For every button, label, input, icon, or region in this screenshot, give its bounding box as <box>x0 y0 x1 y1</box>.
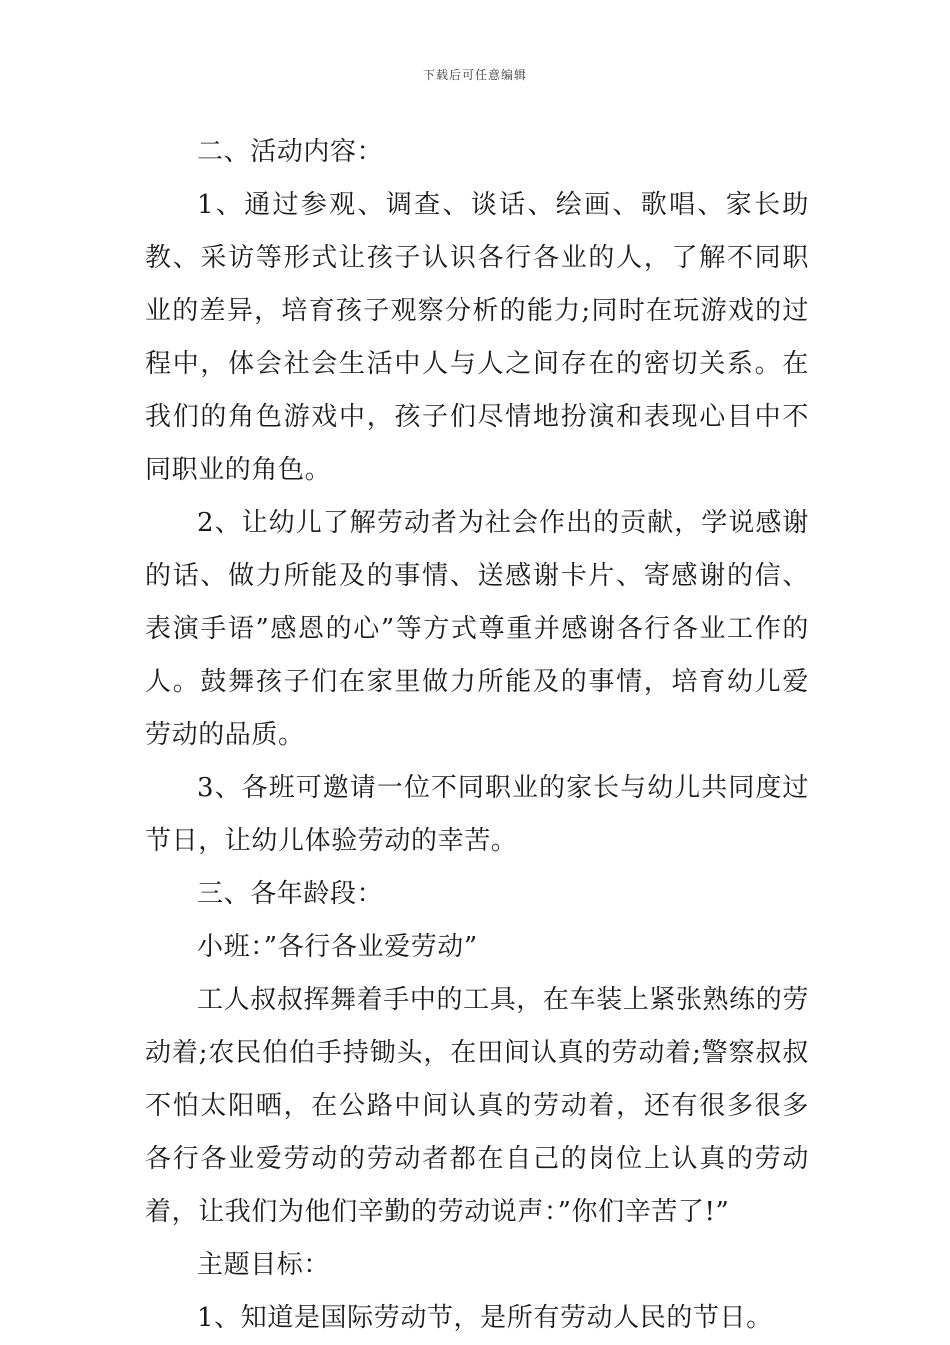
paragraph-item-1: 1、通过参观、调查、谈话、绘画、歌唱、家长助教、采访等形式让孩子认识各行各业的人，了解不同职业的差异，培育孩子观察分析的能力;同时在玩游戏的过程中，体会社会生活中人与人之间存在的密切关系。在我们的角色游戏中，孩子们尽情地扮演和表现心目中不同职业的角色。 <box>145 190 809 485</box>
heading-activity-content: 二、活动内容： <box>197 137 384 167</box>
heading-theme-goals: 主题目标： <box>197 1250 331 1280</box>
paragraph-goal-1: 1、知道是国际劳动节，是所有劳动人民的节日。 <box>197 1303 773 1333</box>
document-body <box>145 126 809 1345</box>
paragraph-small-class-text: 工人叔叔挥舞着手中的工具，在车装上紧张熟练的劳动着;农民伯伯手持锄头，在田间认真的劳动着;警察叔叔不怕太阳晒，在公路中间认真的劳动着，还有很多很多各行各业爱劳动的劳动者都在自己的岗位上认真的劳动着，让我们为他们辛勤的劳动说声：”你们辛苦了!” <box>145 985 809 1227</box>
subheading-small-class: 小班：”各行各业爱劳动” <box>197 932 478 962</box>
paragraph-item-3: 3、各班可邀请一位不同职业的家长与幼儿共同度过节日，让幼儿体验劳动的幸苦。 <box>145 773 809 856</box>
paragraph-item-2: 2、让幼儿了解劳动者为社会作出的贡献，学说感谢的话、做力所能及的事情、送感谢卡片、寄感谢的信、表演手语”感恩的心”等方式尊重并感谢各行各业工作的人。鼓舞孩子们在家里做力所能及的事情，培育幼儿爱劳动的品质。 <box>145 508 809 750</box>
page-header-note: 下载后可任意编辑 <box>422 68 527 82</box>
heading-age-groups: 三、各年龄段： <box>197 879 384 909</box>
